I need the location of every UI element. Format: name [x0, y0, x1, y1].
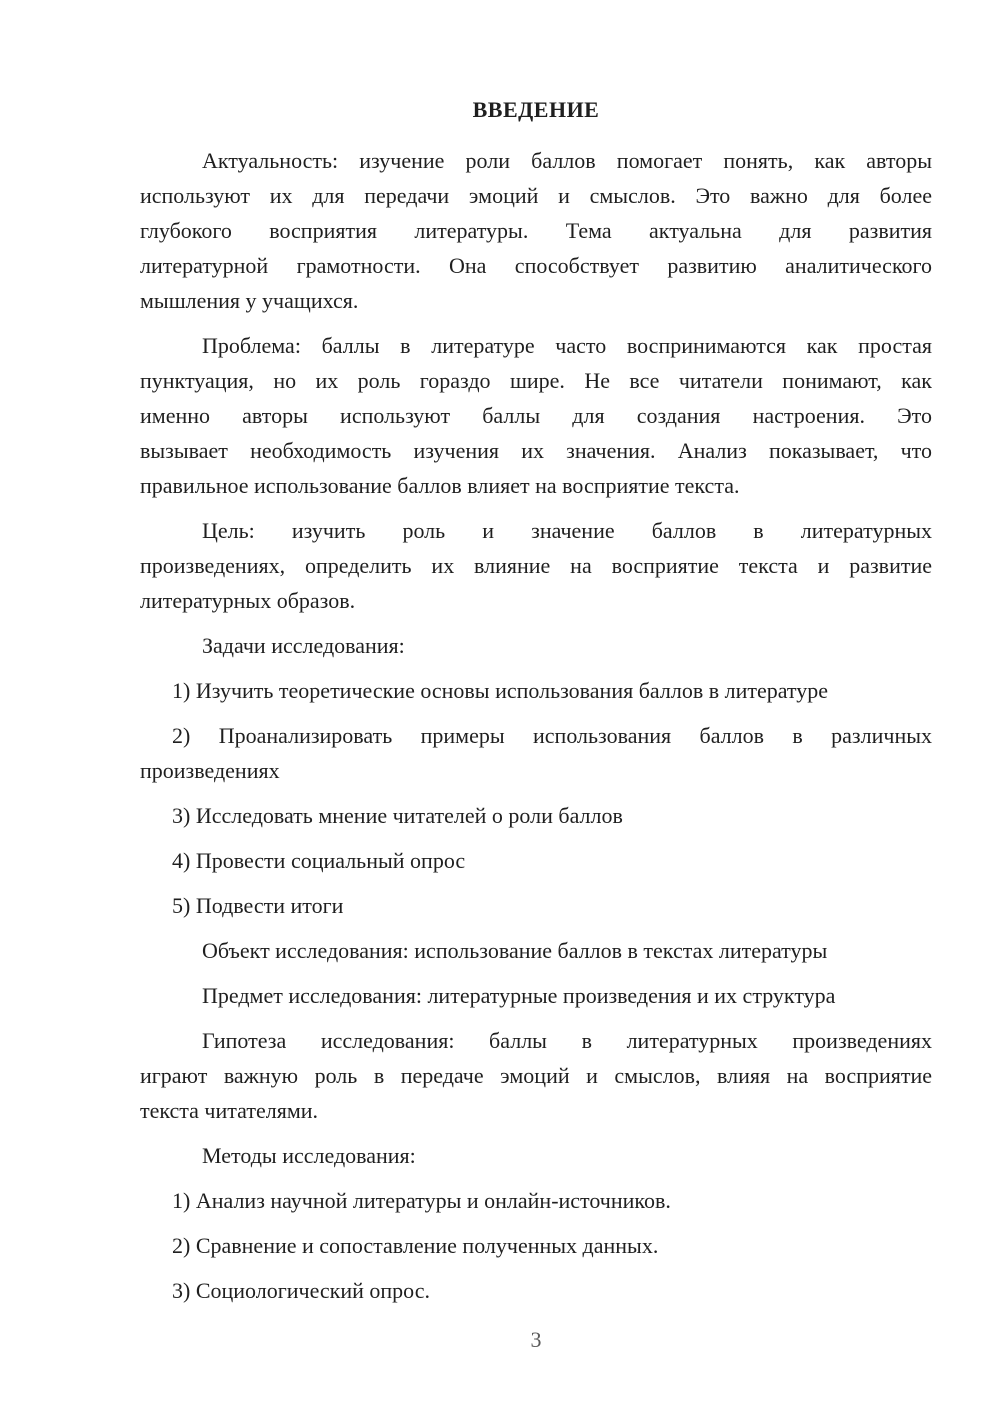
text-line: 3) Исследовать мнение читателей о роли баллов [172, 803, 623, 828]
text-line: 2) Проанализировать примеры использования баллов в различных [172, 723, 932, 748]
paragraph-methods-heading [140, 1138, 932, 1173]
text-line: играют важную роль в передаче эмоций и смыслов, влияя на восприятие [140, 1063, 932, 1088]
paragraph-goal [140, 513, 932, 618]
text-line: 5) Подвести итоги [172, 893, 344, 918]
text-line: Актуальность: изучение роли баллов помогает понять, как авторы [202, 148, 932, 173]
text-line: произведениях, определить их влияние на восприятие текста и развитие [140, 553, 932, 578]
text-line: вызывает необходимость изучения их значения. Анализ показывает, что [140, 438, 932, 463]
page-title: ВВЕДЕНИЕ [472, 97, 600, 122]
text-line: литературной грамотности. Она способствует развитию аналитического [140, 253, 932, 278]
paragraph-relevance [140, 143, 932, 318]
task-item-2 [140, 718, 932, 788]
task-item-1 [140, 673, 932, 708]
paragraph-problem [140, 328, 932, 503]
text-line: Методы исследования: [202, 1143, 416, 1168]
text-line: глубокого восприятия литературы. Тема актуальна для развития [140, 218, 932, 243]
text-line: мышления у учащихся. [140, 288, 359, 313]
text-line: текста читателями. [140, 1098, 319, 1123]
task-item-5 [140, 888, 932, 923]
text-line: 4) Провести социальный опрос [172, 848, 466, 873]
task-item-4 [140, 843, 932, 878]
task-item-3 [140, 798, 932, 833]
text-line: 1) Изучить теоретические основы использования баллов в литературе [172, 678, 829, 703]
paragraph-object [140, 933, 932, 968]
text-line: литературных образов. [140, 588, 356, 613]
text-line: Проблема: баллы в литературе часто воспринимаются как простая [202, 333, 932, 358]
text-line: именно авторы используют баллы для создания настроения. Это [140, 403, 932, 428]
text-line: 3) Социологический опрос. [172, 1278, 430, 1303]
paragraph-container [140, 143, 932, 1308]
text-line: используют их для передачи эмоций и смыслов. Это важно для более [140, 183, 932, 208]
text-line: Задачи исследования: [202, 633, 405, 658]
text-line: 2) Сравнение и сопоставление полученных данных. [172, 1233, 659, 1258]
text-line: произведениях [140, 758, 280, 783]
text-line: Цель: изучить роль и значение баллов в литературных [202, 518, 932, 543]
method-item-1 [140, 1183, 932, 1218]
document-body [140, 92, 932, 1318]
text-line: правильное использование баллов влияет на восприятие текста. [140, 473, 740, 498]
text-line: пунктуация, но их роль гораздо шире. Не все читатели понимают, как [140, 368, 932, 393]
method-item-2 [140, 1228, 932, 1263]
text-line: Гипотеза исследования: баллы в литературных произведениях [202, 1028, 932, 1053]
paragraph-subject [140, 978, 932, 1013]
text-line: 1) Анализ научной литературы и онлайн-источников. [172, 1188, 671, 1213]
page-number: 3 [530, 1327, 542, 1352]
method-item-3 [140, 1273, 932, 1308]
paragraph-hypothesis [140, 1023, 932, 1128]
text-line: Объект исследования: использование баллов в текстах литературы [202, 938, 828, 963]
text-line: Предмет исследования: литературные произведения и их структура [202, 983, 836, 1008]
paragraph-tasks-heading [140, 628, 932, 663]
